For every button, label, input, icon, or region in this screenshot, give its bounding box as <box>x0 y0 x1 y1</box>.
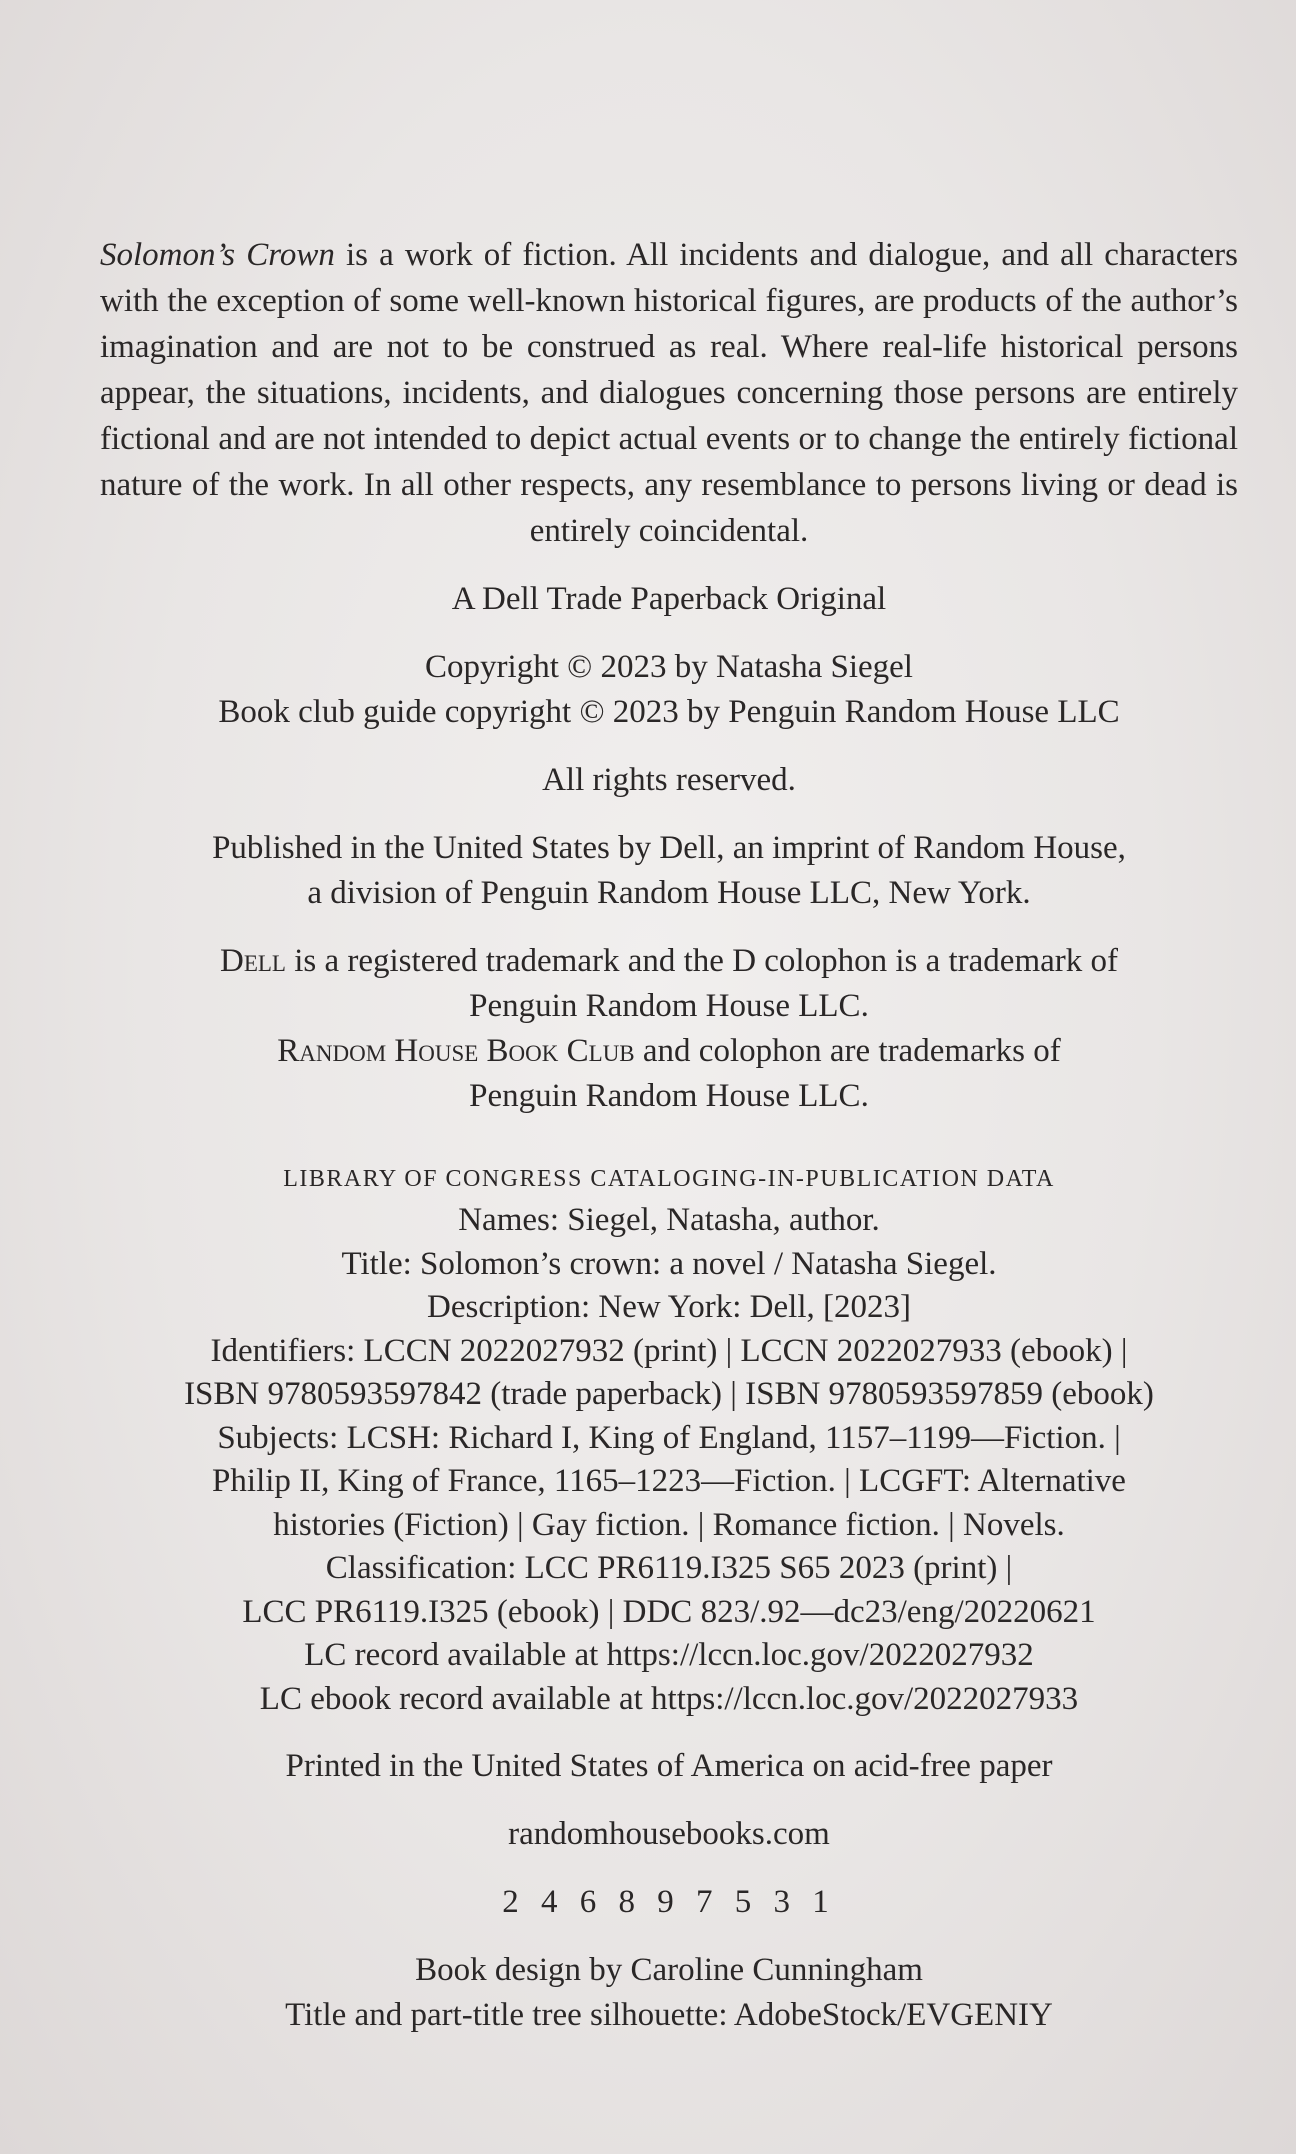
cip-line: LCC PR6119.I325 (ebook) | DDC 823/.92—dc23/eng/20220621 <box>242 1593 1096 1630</box>
rights-reserved: All rights reserved. <box>542 762 796 798</box>
cip-line: histories (Fiction) | Gay fiction. | Romance fiction. | Novels. <box>273 1506 1065 1543</box>
copyright-block <box>100 645 1238 735</box>
cip-line: Classification: LCC PR6119.I325 S65 2023 (print) | <box>325 1550 1013 1586</box>
printed-line: Printed in the United States of America on acid-free paper <box>285 1748 1053 1784</box>
copyright-page <box>100 232 1238 2038</box>
cip-line: ISBN 9780593597842 (trade paperback) | ISBN 9780593597859 (ebook) <box>184 1376 1154 1412</box>
cip-block <box>100 1159 1238 1721</box>
book-title: Solomon’s Crown <box>100 237 335 273</box>
rhbc-trademark: Random House Book Club <box>277 1033 635 1069</box>
publisher-block <box>100 826 1238 916</box>
publisher-line-1: Published in the United States by Dell, an imprint of Random House, <box>212 830 1126 866</box>
trademark-block <box>100 939 1238 1119</box>
website: randomhousebooks.com <box>508 1816 830 1852</box>
publisher-line-2: a division of Penguin Random House LLC, New York. <box>307 875 1031 911</box>
disclaimer-text: is a work of fiction. All incidents and dialogue, and all characters with the exception of some well-known historical figures, are products of the author’s imagination and are not to be construed as real. Where real-life historical persons appear, the situations, incidents, and dialogues concerning those persons are entirely fictional and are not intended to depict actual events or to change the entirely fictional nature of the work. In all other respects, any resemblance to persons living or dead is entirely coincidental. <box>100 237 1239 549</box>
cip-line: Description: New York: Dell, [2023] <box>427 1289 911 1325</box>
trademark-line-1: Dell is a registered trademark and the D colophon is a trademark of <box>219 943 1118 979</box>
cip-line: LC ebook record available at https://lccn.loc.gov/2022027933 <box>259 1680 1079 1717</box>
cip-line: Philip II, King of France, 1165–1223—Fiction. | LCGFT: Alternative <box>212 1463 1126 1499</box>
fiction-disclaimer <box>100 232 1238 554</box>
cip-line: Subjects: LCSH: Richard I, King of England, 1157–1199—Fiction. | <box>217 1419 1121 1456</box>
copyright-line: Copyright © 2023 by Natasha Siegel <box>425 649 913 685</box>
printing-number-line: 2 4 6 8 9 7 5 3 1 <box>502 1884 836 1920</box>
edition-line: A Dell Trade Paperback Original <box>451 581 887 617</box>
trademark-line-2: Penguin Random House LLC. <box>469 988 869 1024</box>
design-credit: Book design by Caroline Cunningham <box>415 1952 923 1988</box>
dell-trademark: Dell <box>219 943 286 979</box>
book-club-copyright-line: Book club guide copyright © 2023 by Penguin Random House LLC <box>218 694 1120 730</box>
cip-line: Names: Siegel, Natasha, author. <box>458 1202 880 1238</box>
cip-line: Title: Solomon’s crown: a novel / Natasha Siegel. <box>341 1245 997 1282</box>
illustration-credit: Title and part-title tree silhouette: AdobeStock/EVGENIY <box>285 1997 1053 2033</box>
cip-line: LC record available at https://lccn.loc.gov/2022027932 <box>304 1637 1034 1673</box>
cip-heading: LIBRARY OF CONGRESS CATALOGING-IN-PUBLICATION DATA <box>283 1166 1055 1192</box>
credits-block <box>100 1948 1238 2038</box>
trademark-line-4: Penguin Random House LLC. <box>469 1078 869 1114</box>
cip-line: Identifiers: LCCN 2022027932 (print) | LCCN 2022027933 (ebook) | <box>210 1332 1128 1369</box>
trademark-line-3: Random House Book Club and colophon are trademarks of <box>277 1033 1061 1069</box>
